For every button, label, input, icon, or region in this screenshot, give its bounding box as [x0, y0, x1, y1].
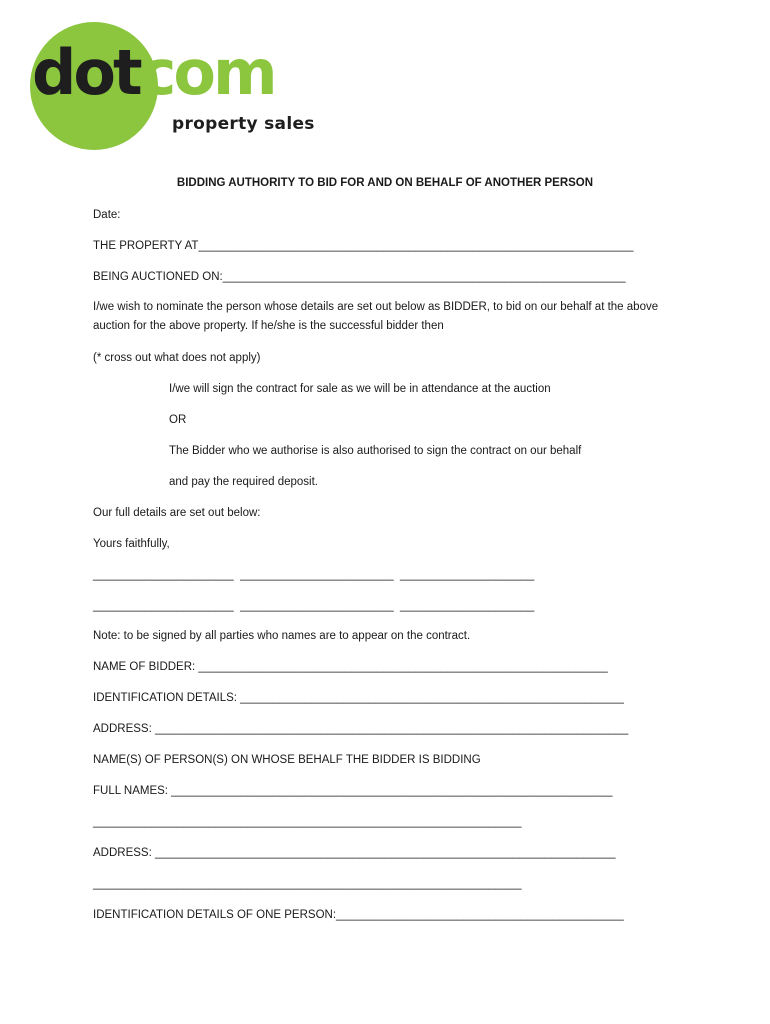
- option-or: OR: [169, 414, 187, 426]
- logo-word-dot: dot: [32, 36, 140, 109]
- document-title: BIDDING AUTHORITY TO BID FOR AND ON BEHALF OF ANOTHER PERSON: [176, 177, 594, 189]
- logo-wordmark: [32, 36, 275, 109]
- blank-line: ___________________________________________________________________: [93, 816, 522, 828]
- dotcom-logo: [30, 20, 330, 152]
- nominate-paragraph: I/we wish to nominate the person whose details are set out below as BIDDER, to bid on our behalf at the above auction for the above property. If he/she is the successful bidder then: [93, 301, 659, 332]
- persons-heading: NAME(S) OF PERSON(S) ON WHOSE BEHALF THE BIDDER IS BIDDING: [93, 754, 481, 766]
- full-details-text: Our full details are set out below:: [93, 507, 261, 519]
- identification-one-person-field: IDENTIFICATION DETAILS OF ONE PERSON:_____________________________________________: [93, 909, 624, 921]
- cross-out-note: (* cross out what does not apply): [93, 352, 261, 364]
- logo-word-com: com: [139, 36, 275, 109]
- bidder-address-field: ADDRESS: __________________________________________________________________________: [93, 723, 629, 735]
- logo-tagline: property sales: [172, 114, 315, 134]
- signature-line: ______________________ ________________________ _____________________: [93, 600, 535, 612]
- option-pay-deposit: and pay the required deposit.: [169, 476, 318, 488]
- persons-address-field: ADDRESS: ________________________________________________________________________: [93, 847, 616, 859]
- identification-details-field: IDENTIFICATION DETAILS: ____________________________________________________________: [93, 692, 624, 704]
- date-field: Date:: [93, 209, 121, 221]
- auctioned-on-field: BEING AUCTIONED ON:_______________________________________________________________: [93, 271, 626, 283]
- signature-line: ______________________ ________________________ _____________________: [93, 569, 535, 581]
- option-bidder-sign: The Bidder who we authorise is also authorised to sign the contract on our behalf: [169, 445, 582, 457]
- property-at-field: THE PROPERTY AT____________________________________________________________________: [93, 240, 634, 252]
- signing-note: Note: to be signed by all parties who names are to appear on the contract.: [93, 630, 471, 642]
- yours-faithfully: Yours faithfully,: [93, 538, 170, 550]
- full-names-field: FULL NAMES: _____________________________________________________________________: [93, 785, 613, 797]
- name-of-bidder-field: NAME OF BIDDER: ________________________________________________________________: [93, 661, 608, 673]
- option-sign-contract: I/we will sign the contract for sale as we will be in attendance at the auction: [169, 383, 551, 395]
- blank-line: ___________________________________________________________________: [93, 878, 522, 890]
